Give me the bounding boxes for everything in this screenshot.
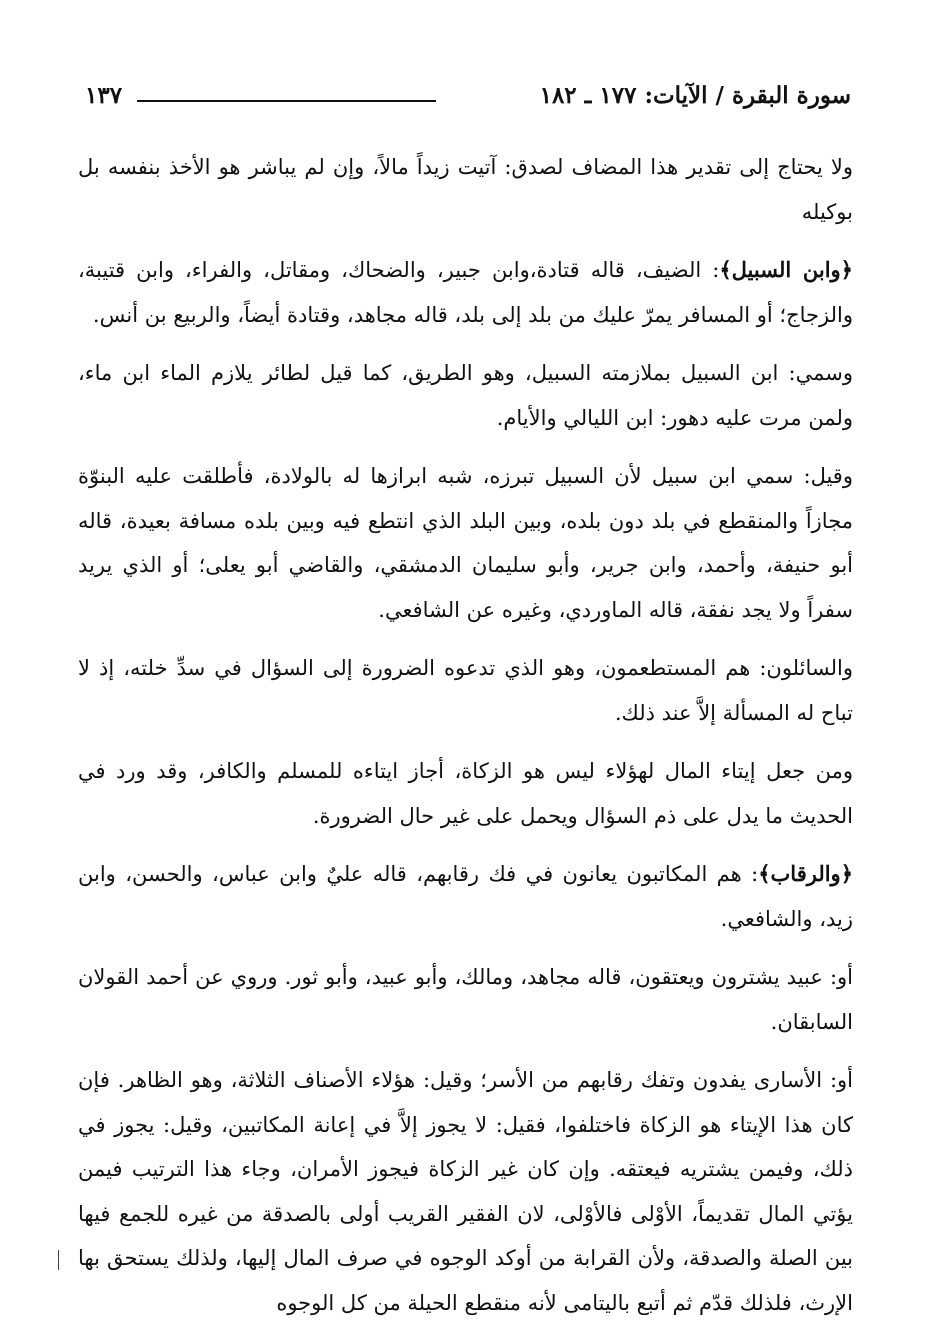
paragraph-1 [78, 145, 853, 234]
paragraph-text: ولا يحتاج إلى تقدير هذا المضاف لصدق: آتيت زيداً مالاً، وإن لم يباشر هو الأخذ بنفسه بل بوكيله [78, 155, 853, 224]
scan-margin-mark [58, 1250, 62, 1270]
paragraph-text: أو: عبيد يشترون ويعتقون، قاله مجاهد، ومالك، وأبو عبيد، وأبو ثور. وروي عن أحمد القولان السابقان. [78, 965, 853, 1034]
paragraph-5 [78, 646, 853, 735]
paragraph-8 [78, 955, 853, 1044]
paragraph-term: ﴿والرقاب﴾ [758, 861, 853, 886]
paragraph-text: أو: الأسارى يفدون وتفك رقابهم من الأسر؛ وقيل: هؤلاء الأصناف الثلاثة، وهو الظاهر. فإن كان هذا الإيتاء هو الزكاة فاختلفوا، فقيل: لا يجوز إلاَّ في إعانة المكاتبين، وقيل: يجوز في ذلك، وفيمن يشتريه فيعتقه. وإن كان غير الزكاة فيجوز الأمران، وجاء هذا الترتيب فيمن يؤتي المال تقديماً، الأوْلى فالأوْلى، لان الفقير القريب أولى بالصدقة من غيره للجمع فيها بين الصلة والصدقة، ولأن القرابة من أوكد الوجوه في صرف المال إليها، ولذلك يستحق بها الإرث، فلذلك قدّم ثم أتبع باليتامى لأنه منقطع الحيلة من كل الوجوه [78, 1068, 853, 1315]
running-header [85, 78, 851, 118]
page-number: ١٣٧ [85, 82, 123, 109]
paragraph-9 [78, 1058, 853, 1325]
chapter-title: سورة البقرة / الآيات: ١٧٧ ـ ١٨٢ [539, 82, 851, 109]
paragraph-6 [78, 749, 853, 838]
main-text [78, 145, 853, 1339]
paragraph-2 [78, 248, 853, 337]
header-rule [137, 100, 436, 102]
paragraph-term: ﴿وابن السبيل﴾ [719, 257, 853, 282]
paragraph-text: والسائلون: هم المستطعمون، وهو الذي تدعوه الضرورة إلى السؤال في سدِّ خلته، إذ لا تباح له المسألة إلاَّ عند ذلك. [78, 656, 853, 725]
paragraph-text: : الضيف، قاله قتادة،وابن جبير، والضحاك، ومقاتل، والفراء، وابن قتيبة، والزجاج؛ أو المسافر يمرّ عليك من بلد إلى بلد، قاله مجاهد، وقتادة أيضاً، والربيع بن أنس. [78, 258, 853, 327]
paragraph-text: وقيل: سمي ابن سبيل لأن السبيل تبرزه، شبه ابرازها له بالولادة، فأطلقت عليه البنوّة مجازاً والمنقطع في بلد دون بلده، وبين البلد الذي انتطع فيه وبين بلده مسافة بعيدة، قاله أبو حنيفة، وأحمد، وابن جرير، وأبو سليمان الدمشقي، والقاضي أبو يعلى؛ أو الذي يريد سفراً ولا يجد نفقة، قاله الماوردي، وغيره عن الشافعي. [78, 464, 853, 622]
paragraph-4 [78, 454, 853, 632]
paragraph-text: ومن جعل إيتاء المال لهؤلاء ليس هو الزكاة، أجاز ايتاءه للمسلم والكافر، وقد ورد في الحديث ما يدل على ذم السؤال ويحمل على غير حال الضرورة. [78, 759, 853, 828]
paragraph-3 [78, 351, 853, 440]
paragraph-text: وسمي: ابن السبيل بملازمته السبيل، وهو الطريق، كما قيل لطائر يلازم الماء ابن ماء، ولمن مرت عليه دهور: ابن الليالي والأيام. [78, 361, 853, 430]
paragraph-7 [78, 852, 853, 941]
paragraph-text: : هم المكاتبون يعانون في فك رقابهم، قاله عليٌ وابن عباس، والحسن، وابن زيد، والشافعي. [78, 862, 853, 931]
